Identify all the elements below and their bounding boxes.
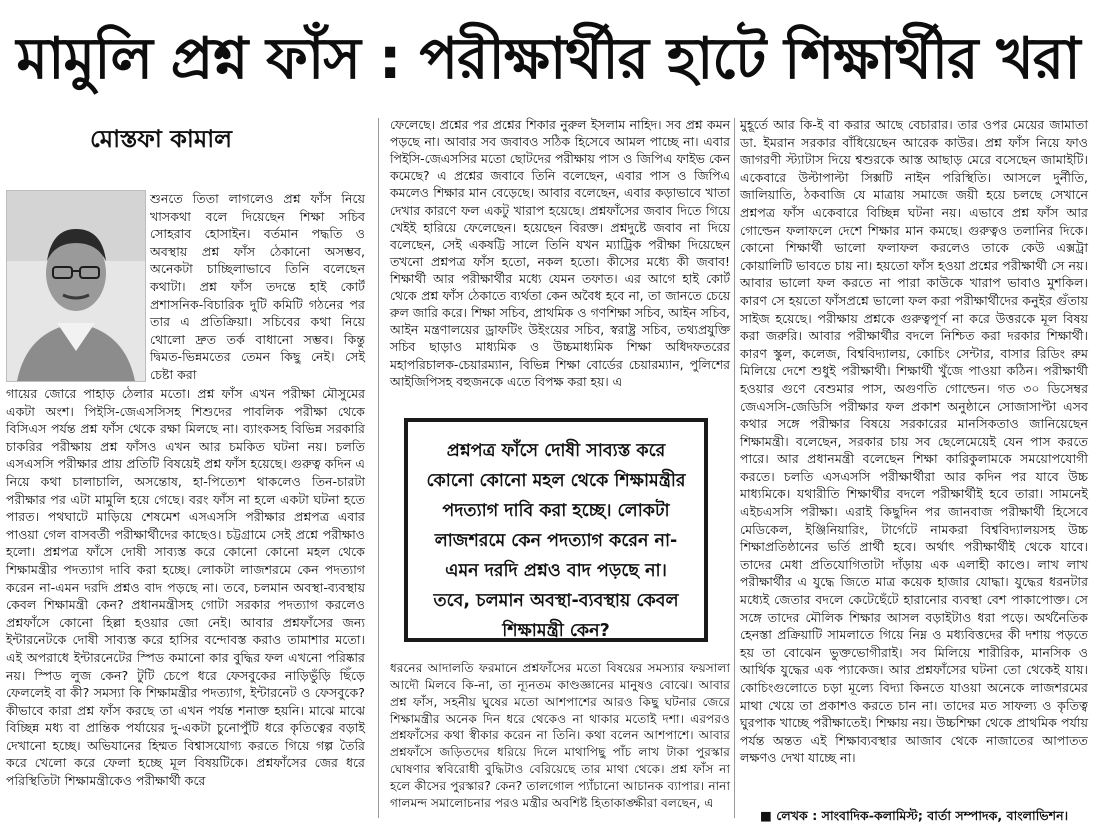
article-column-2-bottom [390,660,730,812]
article-paragraph: গায়ের জোরে পাহাড় ঠেলার মতো। প্রশ্ন ফাঁস এখন পরীক্ষা মৌসুমের একটা অংশ। পিইসি-জেএসসিসহ শিশুদের পাবলিক পরীক্ষা থেকে বিসিএস পর্যন্ত প্রশ্ন ফাঁস থেকে রক্ষা মিলছে না। ব্যাংকসহ বিভিন্ন সরকারি চাকরির পরীক্ষায় প্রশ্ন ফাঁসও এখন আর চমকিত ঘটনা নয়। চলতি এসএসসি পরীক্ষার প্রায় প্রতিটি বিষয়েই প্রশ্ন ফাঁস হয়েছে। গুরুত্ব কদিন এ নিয়ে কথা চালাচালি, অসন্তোষ, হা-পিত্যেশ থাকলেও তিন-চারটা পরীক্ষার পর এটা মামুলি হয়ে গেছে। বরং ফাঁস না হলে একটা ঘটনা হতে পারত। পথঘাটে মাড়িয়ে শেষমেশ এসএসসি পরীক্ষার প্রশ্নপত্র এবার পাওয়া গেল বাসবর্তী পরীক্ষার্থীদের কাছেও। চট্টগ্রামে সেই প্রশ্নে পরীক্ষাও হলো। প্রশ্নপত্র ফাঁসে দোষী সাব্যস্ত করে কোনো কোনো মহল থেকে শিক্ষামন্ত্রীর পদত্যাগ দাবি করা হচ্ছে। লোকটা লাজশরমে কেন পদত্যাগ করেন না-এমন দরদি প্রশ্নও বাদ পড়ছে না। তবে, চলমান অবস্থা-ব্যবস্থায় কেবল শিক্ষামন্ত্রী কেন? প্রধানমন্ত্রীসহ গোটা সরকার পদত্যাগ করলেও প্রশ্নফাঁসে কোনো হিল্লা হওয়ার জো নেই। আবার প্রশ্নফাঁসের জন্য ইন্টারনেটকে দোষী সাব্যস্ত করে হাসির বন্দোবস্ত করাও তামাশার মতো। এই অপরাধে ইন্টারনেটের স্পিড কমানো কার বুদ্ধির ফল এখনো পরিষ্কার নয়। স্পিড লুজ কেন? টুটি চেপে ধরে ফেসবুকের নাড়িভুঁড়ি ছিঁড়ে ফেললেই বা কী? সমস্যা কি শিক্ষামন্ত্রীর পদত্যাগ, ইন্টারনেট ও ফেসবুকে? কীভাবে কারা প্রশ্ন ফাঁস করছে তা এখন পর্যন্ত শনাক্ত হয়নি। মাঝে মাঝে বিচ্ছিন্ন মধ্য বা প্রান্তিক পর্যায়ের দু-একটা চুনোপুঁটি ধরে কৃতিত্বের বড়াই দেখানো হচ্ছে। অভিযানের হিম্মত বিশ্বাসযোগ্য করতে গিয়ে গল্প তৈরি করে খেলো করে ফেলা হচ্ছে মূল বিষয়টিকে। প্রশ্নফাঁসের জের ধরে পরিস্থিতিটা শিক্ষামন্ত্রীকেও পরীক্ষার্থী করে [6,386,365,789]
pull-quote-text: প্রশ্নপত্র ফাঁসে দোষী সাব্যস্ত করে কোনো কোনো মহল থেকে শিক্ষামন্ত্রীর পদত্যাগ দাবি করা হচ্ছে। লোকটা লাজশরমে কেন পদত্যাগ করেন না-এমন দরদি প্রশ্নও বাদ পড়ছে না। তবে, চলমান অবস্থা-ব্যবস্থায় কেবল শিক্ষামন্ত্রী কেন? [426,441,686,641]
headline: মামুলি প্রশ্ন ফাঁস : পরীক্ষার্থীর হাটে শিক্ষার্থীর খরা [16,26,1080,92]
article-paragraph: ফেলেছে। প্রশ্নের পর প্রশ্নের শিকার নুরুল ইসলাম নাহিদ। সব প্রশ্ন কমন পড়ছে না। আবার সব জবাবও সঠিক হিসেবে আমল পাচ্ছে না। এবার পিইসি-জেএসসির মতো ছোটদের পরীক্ষায় পাস ও জিপিএ ফাইভ কেন কমেছে? এ প্রশ্নের জবাবে তিনি বলেছেন, এবার পাস ও জিপিএ কমলেও শিক্ষার মান বেড়েছে। আবার বলেছেন, এবার কড়াভাবে খাতা দেখার কারণে ফল একটু খারাপ হয়েছে। প্রশ্নফাঁসের জবাব দিতে গিয়ে খেইই হারিয়ে ফেলেছেন। হয়েছেন বিরক্ত। প্রশ্নদুষ্টে জবাব না দিয়ে বলেছেন, সেই একষট্টি সালে তিনি যখন ম্যাট্রিক পরীক্ষা দিয়েছেন তখনো প্রশ্নপত্র ফাঁস হতো, নকল হতো। কীসের মধ্যে কী জবাব! শিক্ষার্থী আর পরীক্ষার্থীর মধ্যে যেমন তফাত। এর আগে হাই কোর্ট থেকে প্রশ্ন ফাঁস ঠেকাতে ব্যর্থতা কেন অবৈধ হবে না, তা জানতে চেয়ে রুল জারি করে। শিক্ষা সচিব, প্রাথমিক ও গণশিক্ষা সচিব, আইন সচিব, আইন মন্ত্রণালয়ের ড্রাফটিং উইংয়ের সচিব, স্বরাষ্ট্র সচিব, তথ্যপ্রযুক্তি সচিব ছাড়াও মাধ্যমিক ও উচ্চমাধ্যমিক শিক্ষা অধিদফতরের মহাপরিচালক-চেয়ারম্যান, বিভিন্ন শিক্ষা বোর্ডের চেয়ারম্যান, পুলিশের আইজিপিসহ বহুজনকে এতে বিপক্ষ করা হয়। এ [390,117,730,389]
article-paragraph: মুহূর্তে আর কি-ই বা করার আছে বেচারার। তার ওপর মেয়ের জামাতা ডা. ইমরান সরকার বাঁধিয়েছেন আরেক কাউর। প্রশ্ন ফাঁস নিয়ে ফাও জাগরণী স্ট্যাটাস দিয়ে শ্বশুরকে আস্ত আছাড় মেরে বসেছেন জামাইটি। একেবারে উল্টাপাল্টা সিক্সটি নাইন পরিস্থিতি। আসলে দুর্নীতি, জালিয়াতি, ঠকবাজি যে মাত্রায় সমাজে জয়ী হয়ে চলছে সেখানে প্রশ্নপত্র ফাঁস একেবারে বিচ্ছিন্ন ঘটনা নয়। এভাবে প্রশ্ন ফাঁস আর গোল্ডেন ফলাফলে দেশে শিক্ষার মান কমছে। গুরুত্বও তলানির দিকে। কোনো শিক্ষার্থী ভালো ফলাফল করলেও তাকে কেউ এক্সট্রা কোয়ালিটি ভাবতে চায় না। হয়তো ফাঁস হওয়া প্রশ্নের পরীক্ষার্থী সে নয়। আবার ভালো ফল করতে না পারা কাউকে খারাপ ভাবাও মুশকিল। কারণ সে হয়তো ফাঁসপ্রশ্নে ভালো ফল করা পরীক্ষার্থীদের কনুইর গুঁতায় সাইজ হয়েছে। পরীক্ষায় প্রশ্নকে গুরুত্বপূর্ণ না করে উত্তরকে মূল বিষয় করা জরুরি। আবার পরীক্ষার্থীর বদলে নিশ্চিত করা দরকার শিক্ষার্থী। কারণ স্কুল, কলেজ, বিশ্ববিদ্যালয়, কোচিং সেন্টার, বাসার রিডিং রুম মিলিয়ে দেশে শুধুই পরীক্ষার্থী। শিক্ষার্থী খুঁজে পাওয়া কঠিন। পরীক্ষার্থী হওয়ার গুণে বেশুমার পাস, অগুণতি গোল্ডেন। গত ৩০ ডিসেম্বর জেএসসি-জেডিসি পরীক্ষার ফল প্রকাশ অনুষ্ঠানে সোজাসাপ্টা এসব কথার সঙ্গে পরীক্ষার বিষয়ে সরকারের মানসিকতাও জানিয়েছেন শিক্ষামন্ত্রী। বলেছেন, সরকার চায় সব ছেলেমেয়েই যেন পাস করতে পারে। আর প্রধানমন্ত্রী বলেছেন শিক্ষা কারিকুলামকে সময়োপযোগী করতে। চলতি এসএসসি পরীক্ষার্থীরা আর কদিন পর যাবে উচ্চ মাধ্যমিকে। যথারীতি শিক্ষার্থীর বদলে পরীক্ষার্থীই হবে তারা। সামনেই এইচএসসি পরীক্ষা। এরাই কিছুদিন পর জানবাজ পরীক্ষার্থী হিসেবে মেডিকেল, ইঞ্জিনিয়ারিং, টার্গেটে নামকরা বিশ্ববিদ্যালয়সহ উচ্চ শিক্ষাপ্রতিষ্ঠানের ভর্তি প্রার্থী হবে। অর্থাৎ পরীক্ষার্থীই থেকে যাবে। তাদের মেধা প্রতিযোগিতাটা দাঁড়ায় এক এলাহী কাণ্ডে। লাখ লাখ পরীক্ষার্থীর এ যুদ্ধে জিতে মাত্র কয়েক হাজার যোদ্ধা। যুদ্ধের ধরনটার মধ্যেই জেতার বদলে কেটেছেঁটে হারানোর ব্যবস্থা বেশ পাকাপোক্ত। সে সঙ্গে তাদের মৌলিক শিক্ষার আসল বড়াইটাও ধরা পড়ে। অর্থনৈতিক হেনস্তা প্রক্রিয়াটি সামলাতে গিয়ে নিম্ন ও মধ্যবিত্তদের কী দশায় পড়তে হয় তা বোঝেন ভুক্তভোগীরাই। সব মিলিয়ে শারীরিক, মানসিক ও আর্থিক যুদ্ধের এক প্যাকেজ। আর প্রশ্নফাঁসের ঘটনা তো থেকেই যায়। কোচিংগুলোতে চড়া মূল্যে বিদ্যা কিনতে যাওয়া অনেকে লাজশরমের মাথা খেয়ে তা প্রকাশও করতে চান না। তাদের মত সাফল্য ও কৃতিত্ব ঘুরপাক খাচ্ছে পরীক্ষাতেই। শিক্ষায় নয়। উচ্চশিক্ষা থেকে প্রাথমিক পর্যায় পর্যন্ত অন্তত এই শিক্ষাব্যবস্থার আজাব থেকে নাজাতের আপাতত লক্ষণও দেখা যাচ্ছে না। [740,117,1088,766]
article-paragraph: শুনতে তিতা লাগলেও প্রশ্ন ফাঁস নিয়ে খাসকথা বলে দিয়েছেন শিক্ষা সচিব সোহরাব হোসাইন। বর্তমান পদ্ধতি ও অবস্থায় প্রশ্ন ফাঁস ঠেকানো অসম্ভব, অনেকটা চাচ্ছিলাভাবে তিনি বলেছেন কথাটা। প্রশ্ন ফাঁস তদন্তে হাই কোর্ট প্রশাসনিক-বিচারিক দুটি কমিটি গঠনের পর তার এ প্রতিক্রিয়া। সচিবের কথা নিয়ে থোলো দ্রুত তর্ক বাধানো সম্ভব। কিন্তু দ্বিমত-ভিন্নমতের তেমন কিছু নেই। সেই চেষ্টা করা [150,191,365,382]
byline: মোস্তফা কামাল [90,125,233,153]
pull-quote-box [404,418,708,642]
column-divider [734,118,735,818]
article-column-1-bottom [6,385,365,790]
article-column-1-top [150,190,365,384]
article-column-2-top [390,116,730,390]
author-portrait-icon [7,191,145,381]
article-paragraph: ধরনের আদালতি ফরমানে প্রশ্নফাঁসের মতো বিষয়ের সমস্যার ফয়সালা আদৌ মিলবে কি-না, তা ন্যূনতম কাণ্ডজ্ঞানের মানুষও বোঝে। আবার প্রশ্ন ফাঁস, সহনীয় ঘুষের মতো আশপাশের আরও কিছু ঘটনার জেরে শিক্ষামন্ত্রীর অনেক দিন ধরে থেকেও না থাকার মতোই দশা। এরপরও প্রশ্নফাঁসের কথা স্বীকার করেন না তিনি। কথা বলেন আশপাশে। আবার প্রশ্নফাঁসে জড়িতদের ধরিয়ে দিলে মাথাপিছু পাঁচ লাখ টাকা পুরস্কার ঘোষণার স্ববিরোধী বুদ্ধিটাও বেরিয়েছে তার মাথা থেকে। প্রশ্ন ফাঁস না হলে কীসের পুরস্কার? কেন? তালগোল প্যাঁচানো আচানক ব্যাপার। নানা গালমন্দ সমালোচনার পরও মন্ত্রীর অবশিষ্ট হিতাকাঙ্ক্ষীরা বলছেন, এ [390,661,730,810]
column-divider [378,118,379,818]
article-column-3 [740,116,1088,767]
author-note: ■ লেখক : সাংবাদিক-কলামিস্ট; বার্তা সম্পাদক, বাংলাভিশন। [760,808,1069,823]
author-photo [6,190,146,382]
